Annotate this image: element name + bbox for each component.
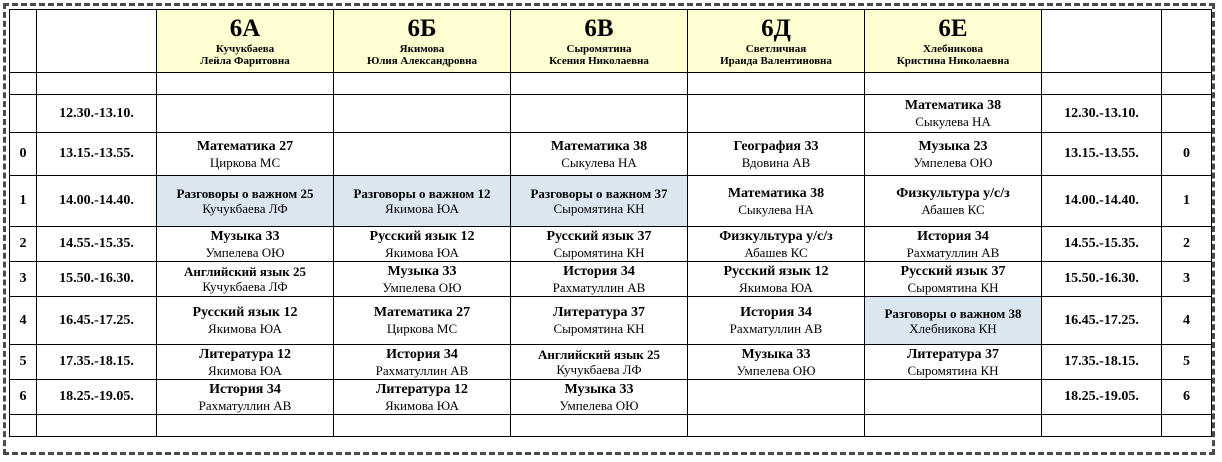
lesson-subject: Литература 37 xyxy=(553,305,645,320)
lesson-cell xyxy=(688,176,865,227)
lesson-subject: Математика 38 xyxy=(727,185,825,201)
header-row xyxy=(10,10,1212,73)
lesson-cell xyxy=(511,262,688,297)
lesson-cell xyxy=(688,133,865,176)
class-teacher-surname: Сыромятина xyxy=(566,43,632,55)
lesson-cell xyxy=(688,95,865,133)
lesson-subject: Русский язык 12 xyxy=(192,305,298,320)
lesson-subject: Разговоры о важном 38 xyxy=(884,305,1022,321)
lesson-time: 17.35.-18.15. xyxy=(37,345,157,380)
lesson-subject: Музыка 33 xyxy=(387,263,457,279)
lesson-subject: Музыка 33 xyxy=(564,381,634,397)
lesson-number: 6 xyxy=(10,380,37,415)
lesson-cell xyxy=(157,95,334,133)
lesson-subject: Разговоры о важном 12 xyxy=(353,186,491,201)
lesson-cell xyxy=(865,380,1042,415)
lesson-cell xyxy=(334,297,511,345)
class-teacher-name: Кристина Николаевна xyxy=(896,55,1010,67)
lesson-subject: Русский язык 37 xyxy=(900,263,1006,279)
lesson-cell xyxy=(688,297,865,345)
lesson-teacher: Умпелева ОЮ xyxy=(382,279,462,295)
lesson-cell xyxy=(157,133,334,176)
lesson-cell xyxy=(334,227,511,262)
lesson-number xyxy=(10,95,37,133)
lesson-teacher: Умпелева ОЮ xyxy=(913,154,993,170)
lesson-teacher: Сыромятина КН xyxy=(553,244,645,260)
lesson-cell xyxy=(688,262,865,297)
class-teacher-surname: Хлебникова xyxy=(922,43,984,55)
lesson-cell xyxy=(511,297,688,345)
lesson-time: 14.55.-15.35. xyxy=(37,227,157,262)
lesson-row xyxy=(10,176,1212,227)
lesson-teacher: Умпелева ОЮ xyxy=(559,397,639,413)
lesson-number: 1 xyxy=(10,176,37,227)
class-header-6b xyxy=(334,10,511,73)
lesson-number-right: 1 xyxy=(1162,176,1212,227)
lesson-subject: Литература 12 xyxy=(199,346,291,362)
lesson-subject: Английский язык 25 xyxy=(537,347,661,362)
lesson-time: 15.50.-16.30. xyxy=(37,262,157,297)
lesson-cell xyxy=(688,345,865,380)
corner-cell xyxy=(10,10,37,73)
lesson-cell xyxy=(688,227,865,262)
lesson-subject: Русский язык 12 xyxy=(723,263,829,279)
lesson-cell xyxy=(157,262,334,297)
lesson-time: 18.25.-19.05. xyxy=(37,380,157,415)
lesson-row xyxy=(10,133,1212,176)
lesson-subject: Разговоры о важном 25 xyxy=(176,186,314,201)
class-teacher-surname: Светличная xyxy=(745,43,807,55)
lesson-teacher: Рахматуллин АВ xyxy=(375,362,469,378)
lesson-subject: Литература 37 xyxy=(907,346,999,362)
lesson-cell xyxy=(334,345,511,380)
class-teacher-name: Ксения Николаевна xyxy=(549,55,649,67)
lesson-cell xyxy=(511,227,688,262)
lesson-subject: Физкультура у/с/з xyxy=(896,185,1010,201)
lesson-subject: Математика 38 xyxy=(904,98,1002,113)
lesson-cell xyxy=(865,176,1042,227)
lesson-teacher: Якимова ЮА xyxy=(385,397,459,413)
lesson-number: 4 xyxy=(10,297,37,345)
lesson-teacher: Якимова ЮА xyxy=(208,362,282,378)
lesson-teacher: Кучукбаева ЛФ xyxy=(202,201,288,216)
lesson-teacher: Абашев КС xyxy=(744,244,808,260)
lesson-row xyxy=(10,262,1212,297)
lesson-teacher: Сыкулева НА xyxy=(738,201,814,217)
lesson-subject: История 34 xyxy=(209,381,281,397)
lesson-cell xyxy=(511,133,688,176)
lesson-teacher: Рахматуллин АВ xyxy=(729,321,823,336)
lesson-number: 0 xyxy=(10,133,37,176)
lesson-time-right: 17.35.-18.15. xyxy=(1042,345,1162,380)
lesson-time-right: 13.15.-13.55. xyxy=(1042,133,1162,176)
lesson-cell xyxy=(157,227,334,262)
lesson-time-right: 14.00.-14.40. xyxy=(1042,176,1162,227)
lesson-subject: Разговоры о важном 37 xyxy=(530,186,668,201)
lesson-time-right: 16.45.-17.25. xyxy=(1042,297,1162,345)
schedule-body xyxy=(10,95,1212,415)
lesson-teacher: Кучукбаева ЛФ xyxy=(202,279,288,294)
lesson-number-right: 0 xyxy=(1162,133,1212,176)
lesson-number-right: 3 xyxy=(1162,262,1212,297)
lesson-cell xyxy=(334,380,511,415)
lesson-row xyxy=(10,345,1212,380)
lesson-cell xyxy=(157,380,334,415)
class-grade: 6А xyxy=(229,15,261,42)
class-grade: 6Д xyxy=(761,15,791,42)
lesson-teacher: Рахматуллин АВ xyxy=(198,397,292,413)
class-teacher-surname: Якимова xyxy=(399,43,445,55)
lesson-cell xyxy=(511,345,688,380)
lesson-teacher: Циркова МС xyxy=(209,154,281,170)
lesson-subject: Математика 27 xyxy=(196,138,294,154)
class-teacher-name: Ираида Валентиновна xyxy=(720,55,832,67)
class-grade: 6Е xyxy=(938,15,968,42)
lesson-subject: Музыка 33 xyxy=(210,228,280,244)
lesson-cell xyxy=(157,345,334,380)
lesson-subject: История 34 xyxy=(563,263,635,279)
lesson-teacher: Рахматуллин АВ xyxy=(552,279,646,295)
lesson-teacher: Абашев КС xyxy=(921,201,985,217)
lesson-subject: История 34 xyxy=(917,228,989,244)
lesson-teacher: Сыромятина КН xyxy=(553,201,645,216)
lesson-teacher: Якимова ЮА xyxy=(739,279,813,295)
spacer-row xyxy=(10,73,1212,95)
class-header-6a xyxy=(157,10,334,73)
lesson-teacher: Якимова ЮА xyxy=(208,321,282,336)
lesson-subject: Музыка 33 xyxy=(741,346,811,362)
lesson-teacher: Сыромятина КН xyxy=(553,321,645,336)
lesson-number-right xyxy=(1162,95,1212,133)
lesson-teacher: Рахматуллин АВ xyxy=(906,244,1000,260)
lesson-cell xyxy=(334,176,511,227)
lesson-subject: География 33 xyxy=(733,138,819,154)
class-header-6v xyxy=(511,10,688,73)
lesson-cell xyxy=(865,297,1042,345)
class-teacher-name: Лейла Фаритовна xyxy=(200,55,290,67)
lesson-row xyxy=(10,95,1212,133)
header-time-cell-right xyxy=(1042,10,1162,73)
lesson-time: 12.30.-13.10. xyxy=(37,95,157,133)
lesson-cell xyxy=(157,297,334,345)
lesson-cell xyxy=(334,133,511,176)
lesson-teacher: Умпелева ОЮ xyxy=(205,244,285,260)
lesson-time: 14.00.-14.40. xyxy=(37,176,157,227)
lesson-subject: Математика 27 xyxy=(373,305,471,320)
lesson-time: 16.45.-17.25. xyxy=(37,297,157,345)
lesson-time-right: 15.50.-16.30. xyxy=(1042,262,1162,297)
lesson-row xyxy=(10,380,1212,415)
lesson-cell xyxy=(865,227,1042,262)
lesson-row xyxy=(10,227,1212,262)
lesson-teacher: Хлебникова КН xyxy=(909,320,997,336)
class-header-6d xyxy=(688,10,865,73)
lesson-time-right: 14.55.-15.35. xyxy=(1042,227,1162,262)
lesson-cell xyxy=(865,262,1042,297)
lesson-subject: История 34 xyxy=(386,346,458,362)
spacer-row xyxy=(10,415,1212,437)
lesson-subject: Русский язык 37 xyxy=(546,228,652,244)
class-header-6e xyxy=(865,10,1042,73)
lesson-cell xyxy=(865,133,1042,176)
header-time-cell xyxy=(37,10,157,73)
lesson-subject: История 34 xyxy=(740,305,812,320)
lesson-subject: Музыка 23 xyxy=(918,138,988,154)
class-grade: 6Б xyxy=(407,15,437,42)
lesson-teacher: Циркова МС xyxy=(386,321,458,336)
lesson-teacher: Якимова ЮА xyxy=(385,201,459,216)
lesson-number-right: 2 xyxy=(1162,227,1212,262)
lesson-time-right: 18.25.-19.05. xyxy=(1042,380,1162,415)
lesson-teacher: Вдовина АВ xyxy=(741,154,811,170)
lesson-number-right: 5 xyxy=(1162,345,1212,380)
lesson-teacher: Якимова ЮА xyxy=(385,244,459,260)
lesson-teacher: Сыкулева НА xyxy=(915,114,991,129)
class-grade: 6В xyxy=(584,15,614,42)
schedule-table xyxy=(9,9,1212,437)
lesson-row xyxy=(10,297,1212,345)
class-teacher-surname: Кучукбаева xyxy=(215,43,275,55)
lesson-number-right: 6 xyxy=(1162,380,1212,415)
lesson-time: 13.15.-13.55. xyxy=(37,133,157,176)
lesson-subject: Математика 38 xyxy=(550,138,648,154)
lesson-subject: Английский язык 25 xyxy=(183,264,307,279)
lesson-cell xyxy=(334,262,511,297)
class-teacher-name: Юлия Александровна xyxy=(366,55,478,67)
lesson-subject: Литература 12 xyxy=(376,381,468,397)
lesson-subject: Русский язык 12 xyxy=(369,228,475,244)
lesson-subject: Физкультура у/с/з xyxy=(719,228,833,244)
corner-cell-right xyxy=(1162,10,1212,73)
lesson-number: 5 xyxy=(10,345,37,380)
lesson-cell xyxy=(865,345,1042,380)
lesson-cell xyxy=(511,95,688,133)
lesson-teacher: Умпелева ОЮ xyxy=(736,362,816,378)
lesson-cell xyxy=(865,95,1042,133)
lesson-number-right: 4 xyxy=(1162,297,1212,345)
lesson-cell xyxy=(511,176,688,227)
lesson-number: 3 xyxy=(10,262,37,297)
lesson-teacher: Кучукбаева ЛФ xyxy=(556,362,642,377)
lesson-teacher: Сыромятина КН xyxy=(907,279,999,295)
lesson-number: 2 xyxy=(10,227,37,262)
lesson-cell xyxy=(157,176,334,227)
lesson-cell xyxy=(334,95,511,133)
lesson-cell xyxy=(511,380,688,415)
lesson-cell xyxy=(688,380,865,415)
lesson-time-right: 12.30.-13.10. xyxy=(1042,95,1162,133)
lesson-teacher: Сыкулева НА xyxy=(561,154,637,170)
lesson-teacher: Сыромятина КН xyxy=(907,362,999,378)
